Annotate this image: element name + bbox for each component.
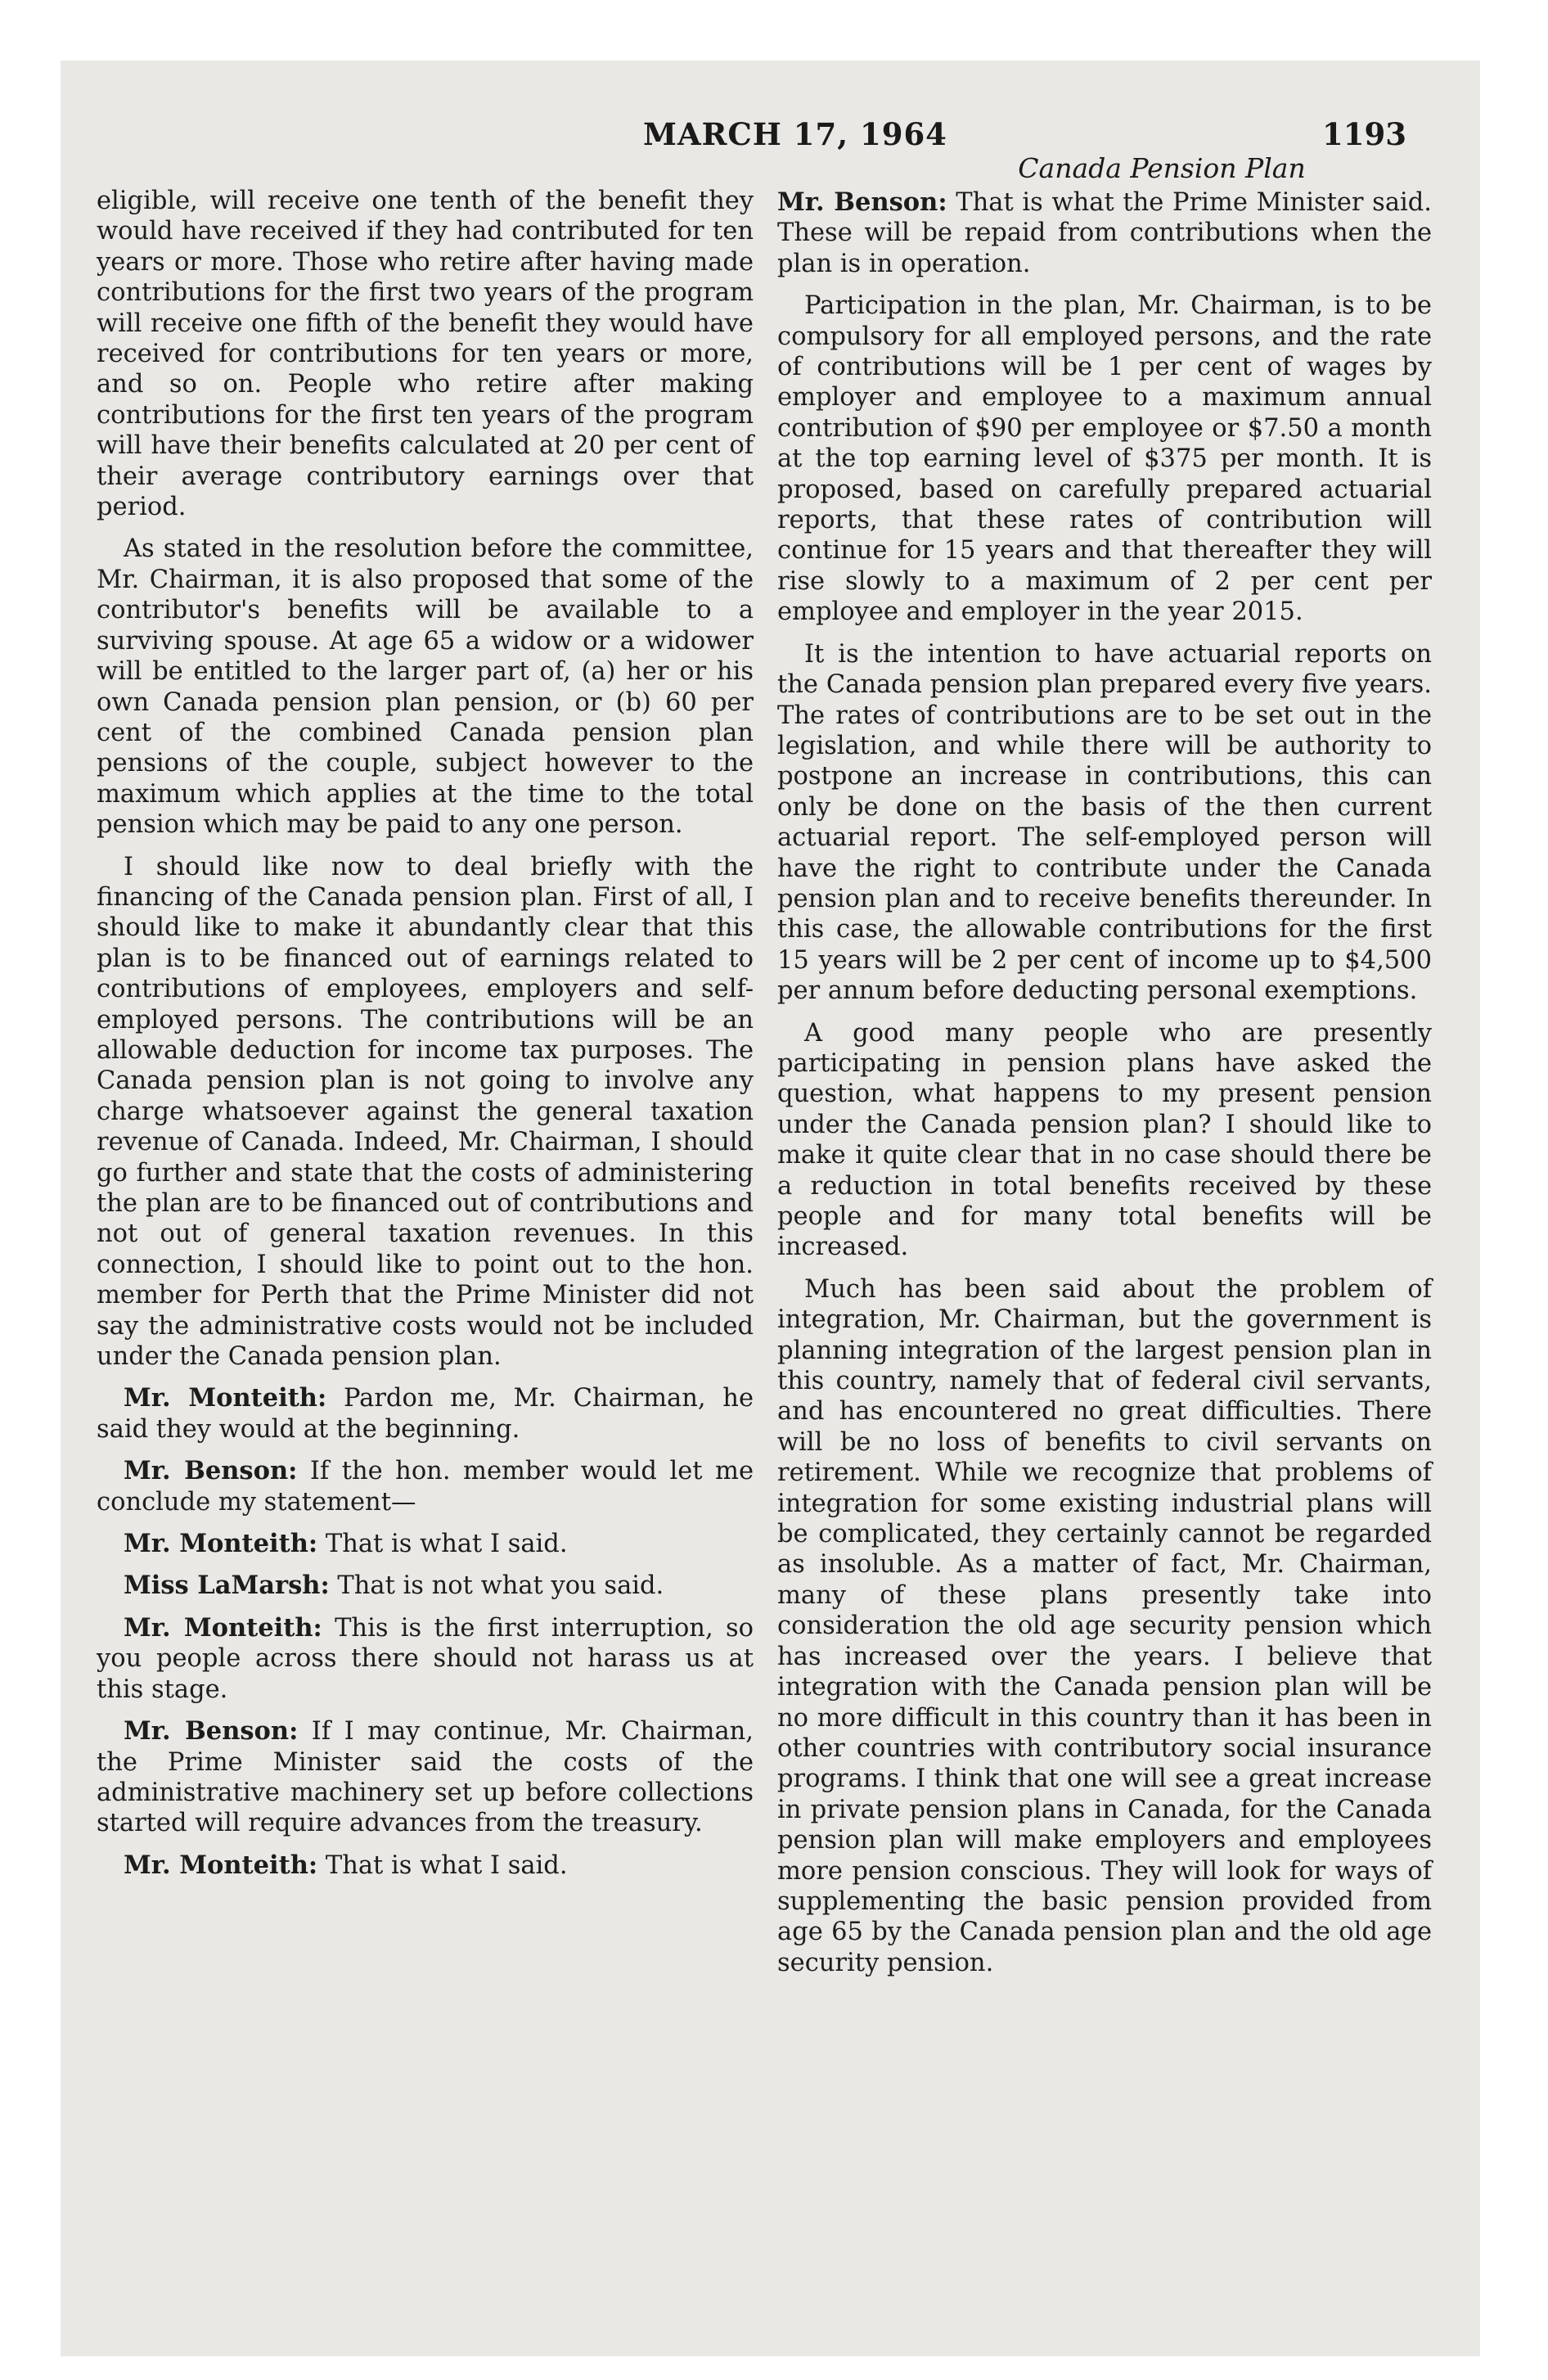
paragraph: As stated in the resolution before the committee, Mr. Chairman, it is also proposed that some of the contributor's benefits will be available to a surviving spouse. At age 65 a widow or a widower will be entitled to the larger part of, (a) her or his own Canada pension plan pension, or (b) 60 per cent of the combined Canada pension plan pensions of the couple, subject however to the maximum which applies at the time to the total pension which may be paid to any one person.: [97, 534, 754, 840]
paragraph: A good many people who are presently participating in pension plans have asked the question, what happens to my present pension under the Canada pension plan? I should like to make it quite clear that in no case should there be a reduction in total benefits received by these people and for many total benefits will be increased.: [777, 1018, 1432, 1262]
paragraph: Participation in the plan, Mr. Chairman, is to be compulsory for all employed persons, and the rate of contributions will be 1 per cent of wages by employer and employee to a maximum annual contribution of $90 per employee or $7.50 a month at the top earning level of $375 per month. It is proposed, based on carefully prepared actuarial reports, that these rates of contribution will continue for 15 years and that thereafter they will rise slowly to a maximum of 2 per cent per employee and employer in the year 2015.: [777, 291, 1432, 627]
speaker-name: Mr. Benson:: [777, 187, 947, 217]
right-column: [777, 187, 1432, 1990]
left-column: [97, 186, 754, 1892]
speaker-name: Mr. Monteith:: [124, 1383, 327, 1413]
speaker-name: Mr. Monteith:: [124, 1612, 322, 1643]
speaker-name: Miss LaMarsh:: [124, 1571, 330, 1601]
paragraph: It is the intention to have actuarial reports on the Canada pension plan prepared every five years. The rates of contributions are to be set out in the legislation, and while there will be authority to postpone an increase in contributions, this can only be done on the basis of the then current actuarial report. The self-employed person will have the right to contribute under the Canada pension plan and to receive benefits thereunder. In this case, the allowable contributions for the first 15 years will be 2 per cent of income up to $4,500 per annum before deducting personal exemptions.: [777, 639, 1432, 1006]
speech-paragraph: Mr. Benson: If the hon. member would let me conclude my statement—: [97, 1456, 754, 1517]
paragraph: Much has been said about the problem of integration, Mr. Chairman, but the government is planning integration of the largest pension plan in this country, namely that of federal civil servants, and has encountered no great difficulties. There will be no loss of benefits to civil servants on retirement. While we recognize that problems of integration for some existing industrial plans will be complicated, they certainly cannot be regarded as insoluble. As a matter of fact, Mr. Chairman, many of these plans presently take into consideration the old age security pension which has increased over the years. I believe that integration with the Canada pension plan will be no more difficult in this country than it has been in other countries with contributory social insurance programs. I think that one will see a great increase in private pension plans in Canada, for the Canada pension plan will make employers and employees more pension conscious. They will look for ways of supplementing the basic pension provided from age 65 by the Canada pension plan and the old age security pension.: [777, 1274, 1432, 1977]
document-page: [61, 61, 1480, 2356]
speaker-name: Mr. Monteith:: [124, 1529, 318, 1559]
speaker-name: Mr. Benson:: [124, 1456, 298, 1486]
page-number: 1193: [1322, 116, 1406, 152]
speaker-name: Mr. Monteith:: [124, 1850, 318, 1880]
speech-paragraph: Mr. Monteith: Pardon me, Mr. Chairman, he said they would at the beginning.: [97, 1383, 754, 1444]
speech-paragraph: Mr. Benson: That is what the Prime Minister said. These will be repaid from contributions when the plan is in operation.: [777, 187, 1432, 278]
header-date: MARCH 17, 1964: [643, 116, 947, 152]
speech-paragraph: Mr. Monteith: That is what I said.: [124, 1529, 568, 1559]
speech-paragraph: Miss LaMarsh: That is not what you said.: [124, 1571, 664, 1601]
speech-paragraph: Mr. Monteith: This is the first interruption, so you people across there should not harass us at this stage.: [97, 1612, 754, 1704]
speech-paragraph: Mr. Monteith: That is what I said.: [124, 1850, 568, 1880]
paragraph: I should like now to deal briefly with the financing of the Canada pension plan. First of all, I should like to make it abundantly clear that this plan is to be financed out of earnings related to contributions of employees, employers and self-employed persons. The contributions will be an allowable deduction for income tax purposes. The Canada pension plan is not going to involve any charge whatsoever against the general taxation revenue of Canada. Indeed, Mr. Chairman, I should go further and state that the costs of administering the plan are to be financed out of contributions and not out of general taxation revenues. In this connection, I should like to point out to the hon. member for Perth that the Prime Minister did not say the administrative costs would not be included under the Canada pension plan.: [97, 852, 754, 1372]
speech-paragraph: Mr. Benson: If I may continue, Mr. Chairman, the Prime Minister said the costs of the administrative machinery set up before collections started will require advances from the treasury.: [97, 1716, 754, 1838]
running-topic: Canada Pension Plan: [1018, 152, 1306, 184]
paragraph: eligible, will receive one tenth of the benefit they would have received if they had contributed for ten years or more. Those who retire after having made contributions for the first two years of the program will receive one fifth of the benefit they would have received for contributions for ten years or more, and so on. People who retire after making contributions for the first ten years of the program will have their benefits calculated at 20 per cent of their average contributory earnings over that period.: [97, 187, 754, 522]
speaker-name: Mr. Benson:: [124, 1716, 299, 1747]
